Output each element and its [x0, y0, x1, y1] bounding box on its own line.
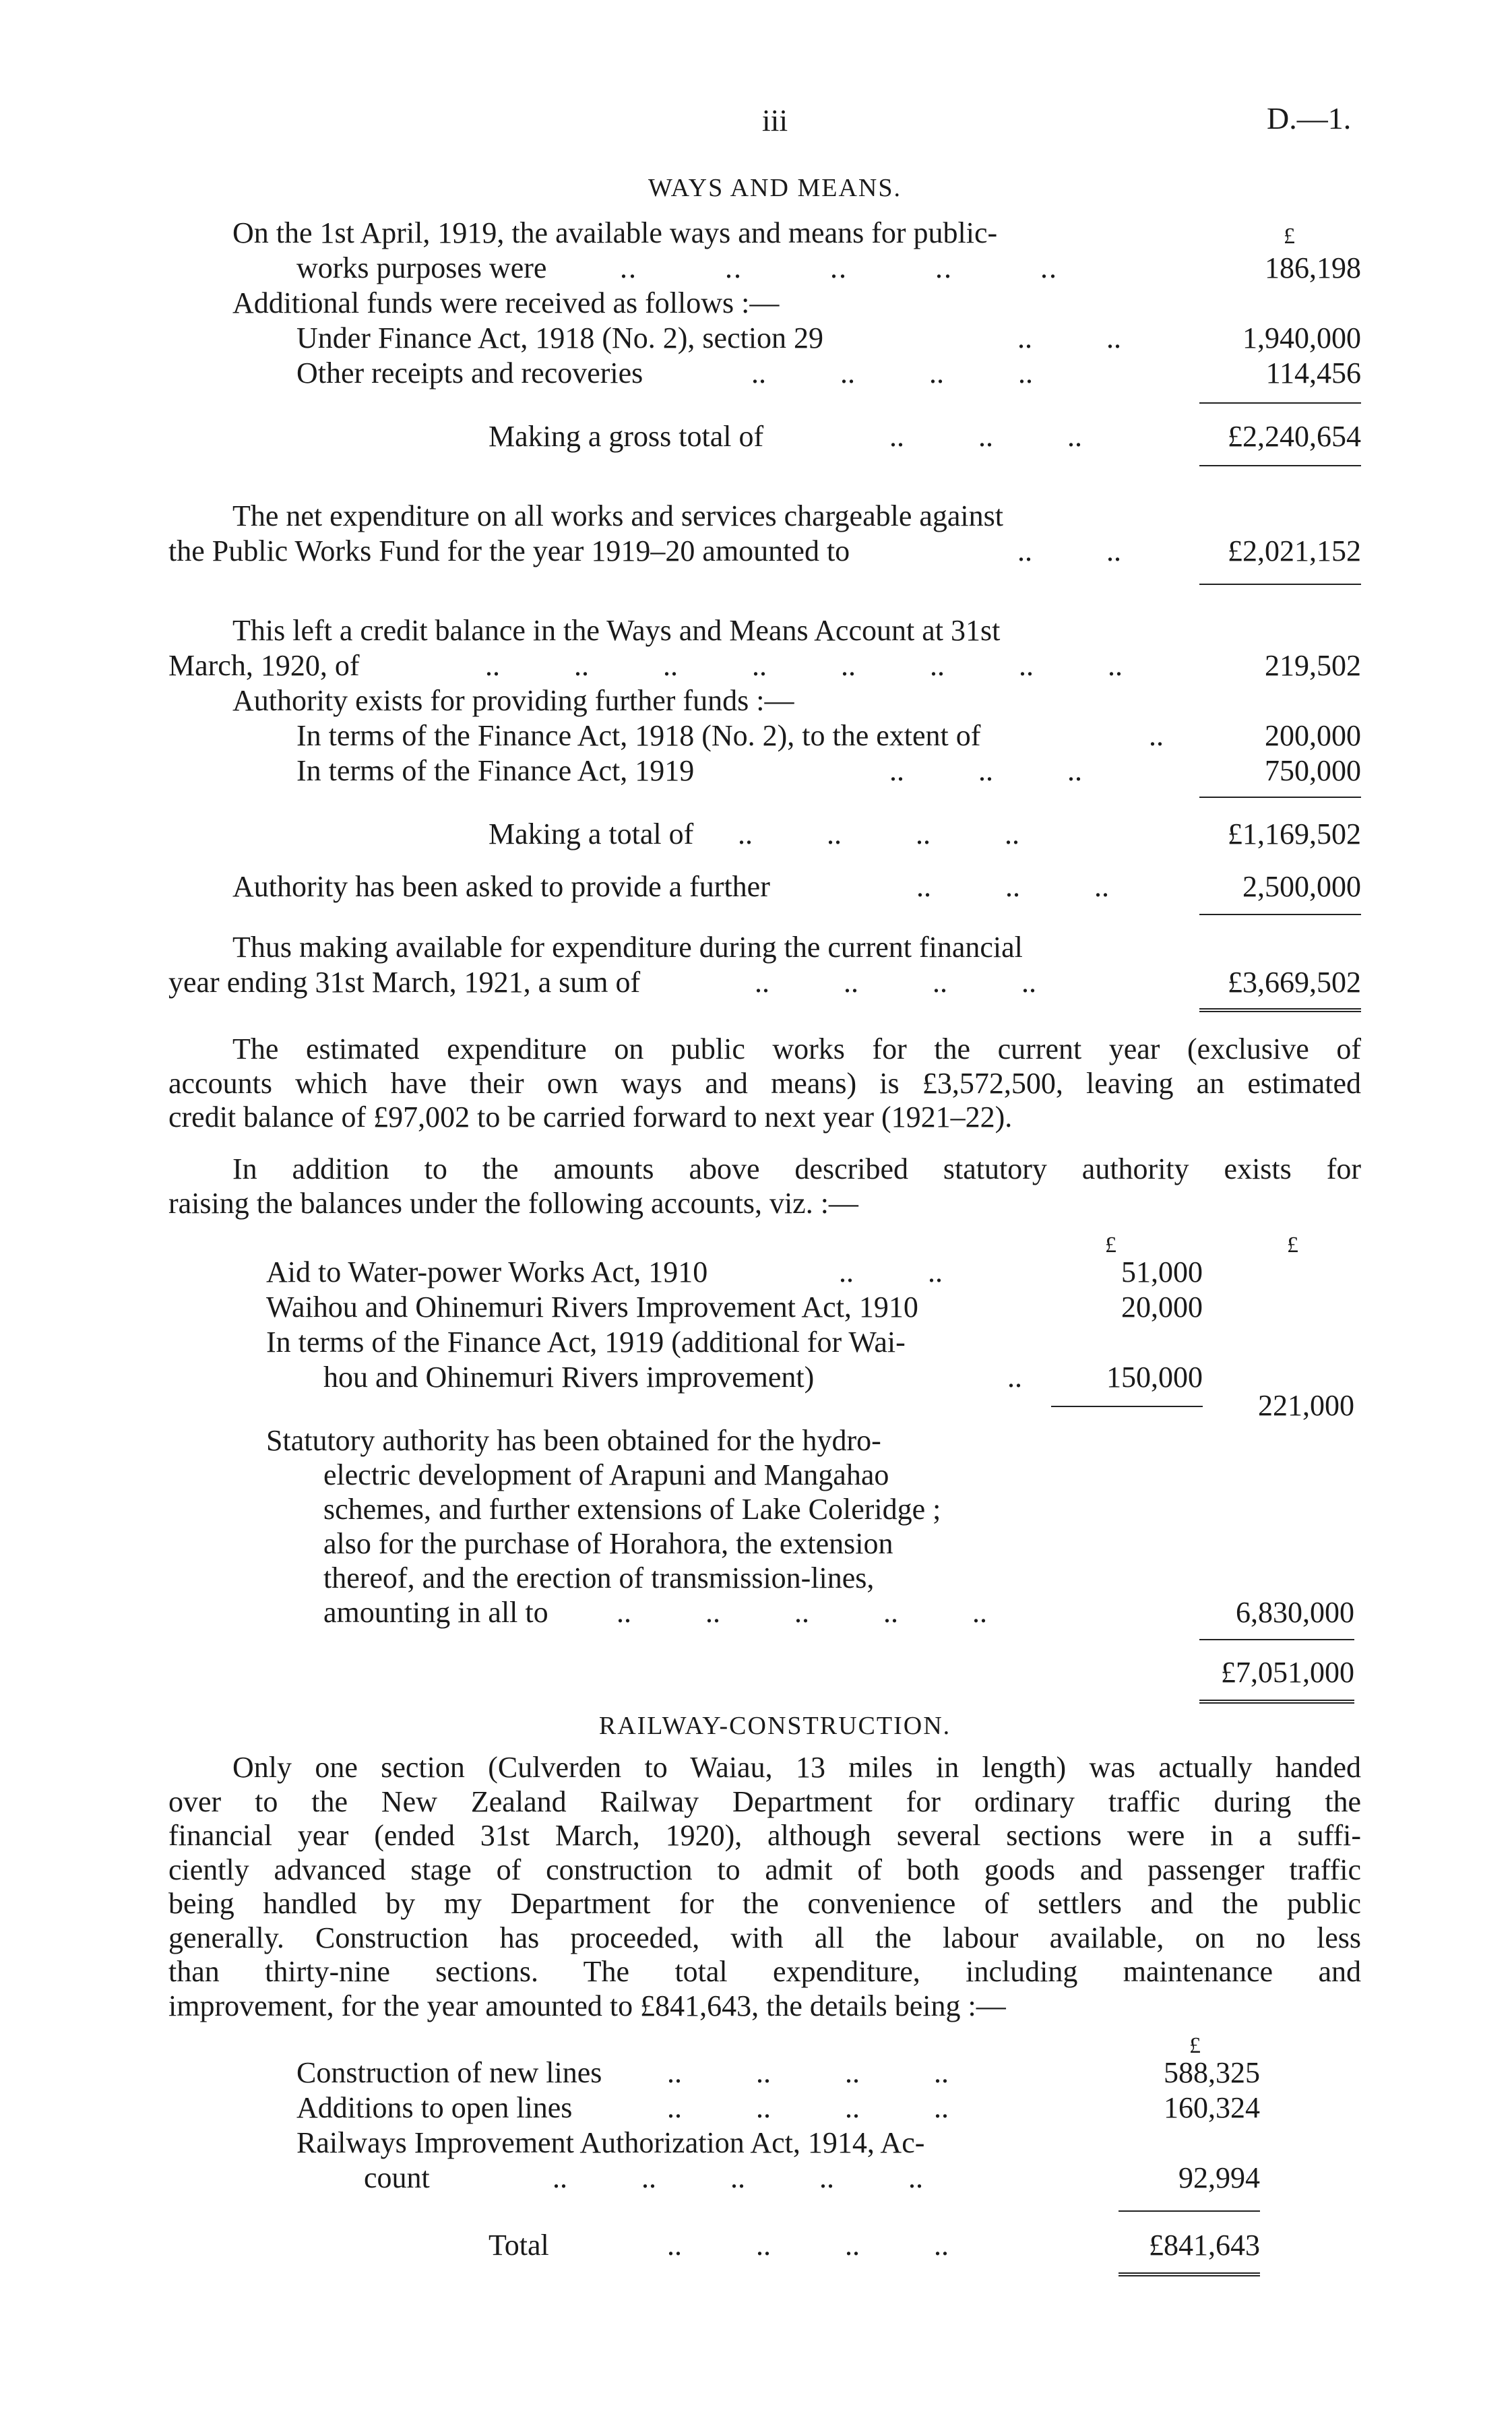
railway-total-value: £841,643 [1149, 2229, 1260, 2262]
further-authority-value: 2,500,000 [1242, 870, 1361, 903]
section-heading-ways-and-means: WAYS AND MEANS. [648, 174, 902, 202]
currency-unit: £ [1287, 1233, 1298, 1258]
paragraph-line: credit balance of £97,002 to be carried forward to next year (1921–22). [168, 1100, 1013, 1134]
sum-rule [1199, 914, 1361, 915]
making-total-value: £1,169,502 [1228, 817, 1361, 850]
hydro-line: schemes, and further extensions of Lake Coleridge ; [323, 1493, 941, 1526]
leader-dots: .. [1007, 1361, 1022, 1394]
waihou-act-label: Waihou and Ohinemuri Rivers Improvement Act, 1910 [266, 1291, 918, 1324]
hydro-amount-label: amounting in all to [323, 1596, 548, 1629]
hydro-line: electric development of Arapuni and Mangahao [323, 1458, 889, 1491]
water-power-act-value: 51,000 [1121, 1255, 1203, 1289]
sum-rule [1119, 2210, 1260, 2212]
paragraph-line: In addition to the amounts above described statutory authority exists for [232, 1152, 1361, 1185]
leader-dots: .. .. .. [916, 870, 1109, 903]
available-line-2: year ending 31st March, 1921, a sum of [168, 966, 641, 999]
improvement-act-label: Railways Improvement Authorization Act, 1914, Ac- [296, 2126, 925, 2159]
authority-exists-label: Authority exists for providing further funds :— [232, 684, 794, 717]
statutory-subtotal-value: 221,000 [1258, 1389, 1354, 1422]
finance-act-1919-authority-label: In terms of the Finance Act, 1919 [296, 754, 695, 787]
finance-act-1919-authority-value: 750,000 [1265, 754, 1361, 787]
paragraph-line: over to the New Zealand Railway Department for ordinary traffic during the [168, 1785, 1361, 1818]
statutory-grand-total: £7,051,000 [1221, 1656, 1354, 1689]
leader-dots: .. .. .. .. .. .. .. .. [485, 649, 1123, 682]
net-expenditure-value: £2,021,152 [1228, 534, 1361, 567]
paragraph-line: Only one section (Culverden to Waiau, 13 miles in length) was actually handed [232, 1751, 1361, 1784]
double-total-rule [1119, 2272, 1260, 2276]
leader-dots: .. .. .. [889, 420, 1082, 453]
paragraph-line: being handled by my Department for the convenience of settlers and the public [168, 1887, 1361, 1920]
finance-act-1918-label: Under Finance Act, 1918 (No. 2), section 29 [296, 321, 824, 354]
ways-line-3: Additional funds were received as follows :— [232, 286, 780, 319]
leader-dots: .. .. .. .. [755, 966, 1036, 999]
leader-dots: .. .. .. .. [667, 2229, 949, 2262]
waihou-act-value: 20,000 [1121, 1291, 1203, 1324]
railway-paragraph [168, 1751, 1361, 2023]
hydro-line: thereof, and the erection of transmission-lines, [323, 1561, 875, 1594]
credit-balance-line-1: This left a credit balance in the Ways and Means Account at 31st [232, 614, 1001, 647]
making-total-label: Making a total of [489, 817, 694, 850]
currency-unit: £ [1284, 224, 1295, 249]
paragraph-line: generally. Construction has proceeded, with all the labour available, on no less [168, 1921, 1361, 1954]
paragraph-line: improvement, for the year amounted to £841,643, the details being :— [168, 1989, 1006, 2022]
improvement-act-label-cont: count [364, 2161, 430, 2194]
paragraph-line: accounts which have their own ways and means) is £3,572,500, leaving an estimated [168, 1066, 1361, 1100]
leader-dots: .. .. .. .. .. [620, 251, 1058, 284]
finance-act-1918-authority-value: 200,000 [1265, 719, 1361, 752]
improvement-act-value: 92,994 [1178, 2161, 1260, 2194]
leader-dots: .. .. [839, 1255, 943, 1289]
leader-dots: .. .. .. .. .. [617, 1596, 987, 1629]
available-line-1: Thus making available for expenditure during the current financial [232, 931, 1023, 964]
other-receipts-label: Other receipts and recoveries [296, 356, 643, 390]
sum-rule [1199, 797, 1361, 798]
paragraph-line: The estimated expenditure on public works for the current year (exclusive of [232, 1032, 1361, 1065]
open-lines-label: Additions to open lines [296, 2091, 573, 2124]
section-heading-railway-construction: RAILWAY-CONSTRUCTION. [598, 1712, 951, 1740]
leader-dots: .. .. .. .. [667, 2091, 949, 2124]
currency-unit: £ [1189, 2033, 1201, 2058]
finance-act-1919-waihou-label-cont: hou and Ohinemuri Rivers improvement) [323, 1361, 815, 1394]
open-lines-value: 160,324 [1164, 2091, 1260, 2124]
leader-dots: .. .. .. .. [751, 356, 1033, 390]
water-power-act-label: Aid to Water-power Works Act, 1910 [266, 1255, 708, 1289]
credit-balance-line-2: March, 1920, of [168, 649, 360, 682]
net-expenditure-line-1: The net expenditure on all works and services chargeable against [232, 499, 1003, 532]
ways-line-2: works purposes were [296, 251, 547, 284]
double-total-rule [1199, 1700, 1354, 1704]
credit-balance-value: 219,502 [1265, 649, 1361, 682]
paragraph-line: ciently advanced stage of construction to admit of both goods and passenger traffic [168, 1853, 1361, 1886]
new-lines-label: Construction of new lines [296, 2056, 602, 2089]
total-rule [1199, 465, 1361, 466]
leader-dots: .. .. .. .. [738, 817, 1019, 850]
finance-act-1919-waihou-value: 150,000 [1106, 1361, 1203, 1394]
leader-dots: .. .. .. .. [667, 2056, 949, 2089]
leader-dots: .. .. [1017, 321, 1121, 354]
ways-line-1: On the 1st April, 1919, the available ways and means for public- [232, 216, 998, 249]
statutory-authority-paragraph [168, 1152, 1361, 1220]
leader-dots: .. .. [1017, 534, 1121, 567]
leader-dots: .. .. .. [889, 754, 1082, 787]
paragraph-line: raising the balances under the following accounts, viz. :— [168, 1186, 858, 1220]
hydro-line: Statutory authority has been obtained for the hydro- [266, 1424, 881, 1457]
gross-total-label: Making a gross total of [489, 420, 764, 453]
net-expenditure-line-2: the Public Works Fund for the year 1919–20 amounted to [168, 534, 850, 567]
leader-dots: .. .. .. .. .. [553, 2161, 923, 2194]
document-reference: D.—1. [1267, 101, 1352, 135]
paragraph-line: financial year (ended 31st March, 1920), although several sections were in a suffi- [168, 1819, 1361, 1852]
leader-dots: .. [1149, 719, 1164, 752]
further-authority-label: Authority has been asked to provide a further [232, 870, 770, 903]
currency-unit: £ [1105, 1233, 1116, 1258]
opening-balance-value: 186,198 [1265, 251, 1361, 284]
finance-act-1918-authority-label: In terms of the Finance Act, 1918 (No. 2), to the extent of [296, 719, 981, 752]
other-receipts-value: 114,456 [1265, 356, 1361, 390]
new-lines-value: 588,325 [1164, 2056, 1260, 2089]
finance-act-1918-value: 1,940,000 [1242, 321, 1361, 354]
gross-total-value: £2,240,654 [1228, 420, 1361, 453]
sum-rule [1199, 1639, 1354, 1640]
finance-act-1919-waihou-label: In terms of the Finance Act, 1919 (additional for Wai- [266, 1326, 906, 1359]
hydro-line: also for the purchase of Horahora, the extension [323, 1527, 893, 1560]
railway-total-label: Total [489, 2229, 549, 2262]
available-value: £3,669,502 [1228, 966, 1361, 999]
sum-rule [1199, 584, 1361, 585]
paragraph-line: than thirty-nine sections. The total expenditure, including maintenance and [168, 1955, 1361, 1988]
page-number: iii [761, 103, 788, 137]
estimated-expenditure-paragraph [168, 1032, 1361, 1135]
hydro-amount-value: 6,830,000 [1236, 1596, 1354, 1629]
sum-rule [1199, 402, 1361, 404]
double-total-rule [1199, 1008, 1361, 1012]
